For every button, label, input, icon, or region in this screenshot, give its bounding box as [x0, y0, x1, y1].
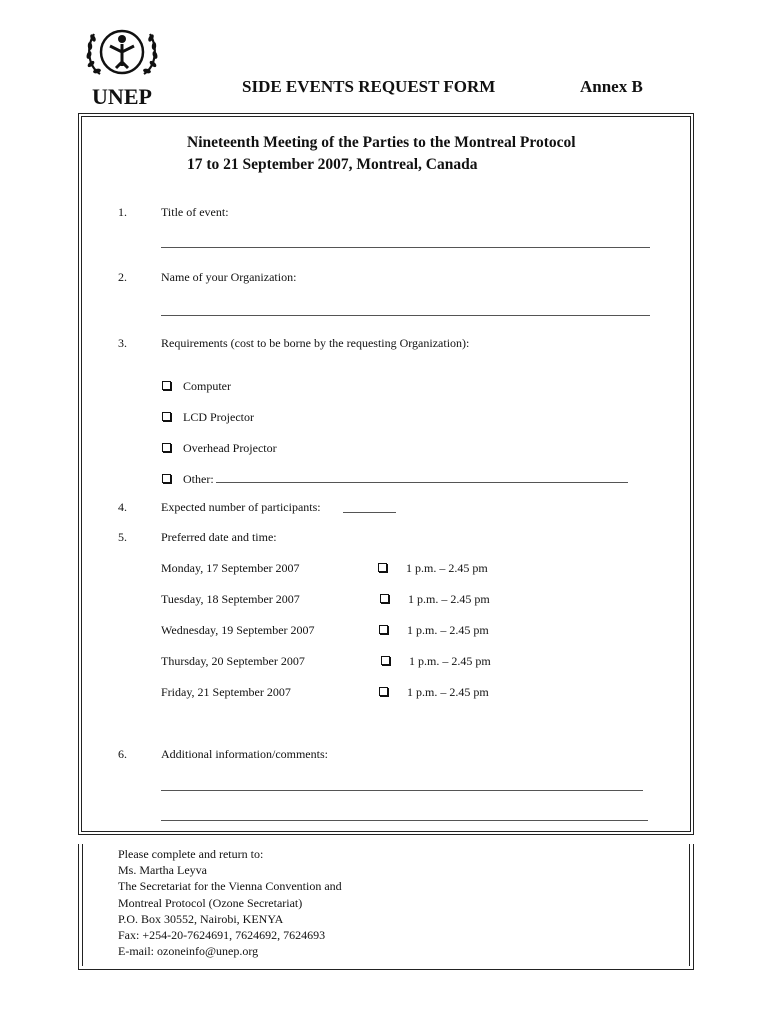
slot-day: Wednesday, 19 September 2007	[161, 623, 315, 637]
checkbox-icon[interactable]	[162, 474, 171, 483]
item-number-2: 2.	[118, 270, 127, 284]
additional-field-line-1[interactable]	[161, 790, 643, 791]
footer-line: Fax: +254-20-7624691, 7624692, 7624693	[118, 928, 326, 943]
footer-line: E-mail: ozoneinfo@unep.org	[118, 944, 259, 959]
slot-day: Tuesday, 18 September 2007	[161, 592, 300, 606]
organization-field[interactable]	[161, 315, 650, 316]
option-label: LCD Projector	[183, 410, 254, 424]
checkbox-icon[interactable]	[162, 381, 171, 390]
slot-checkbox-icon[interactable]	[380, 594, 389, 603]
requirement-computer[interactable]	[162, 377, 231, 395]
form-title: SIDE EVENTS REQUEST FORM	[242, 77, 496, 96]
annex-label: Annex B	[580, 77, 643, 96]
option-label: Other:	[183, 472, 214, 486]
slot-checkbox-icon[interactable]	[378, 563, 387, 572]
footer-line: Montreal Protocol (Ozone Secretariat)	[118, 895, 303, 910]
footer-line: The Secretariat for the Vienna Convention and	[118, 879, 342, 894]
unep-logo	[82, 22, 162, 112]
slot-time: 1 p.m. – 2.45 pm	[406, 561, 488, 575]
slot-checkbox-icon[interactable]	[379, 687, 388, 696]
footer-line: Ms. Martha Leyva	[118, 863, 207, 878]
checkbox-icon[interactable]	[162, 443, 171, 452]
slot-time: 1 p.m. – 2.45 pm	[407, 623, 489, 637]
title-event-label: Title of event:	[161, 205, 229, 219]
footer-line: P.O. Box 30552, Nairobi, KENYA	[118, 911, 284, 926]
item-number-5: 5.	[118, 530, 127, 544]
meeting-title: Nineteenth Meeting of the Parties to the Montreal Protocol	[187, 134, 576, 151]
additional-label: Additional information/comments:	[161, 747, 328, 761]
slot-day: Friday, 21 September 2007	[161, 685, 291, 699]
item-number-4: 4.	[118, 500, 127, 514]
requirement-lcd-projector[interactable]	[162, 408, 254, 426]
item-number-1: 1.	[118, 205, 127, 219]
title-event-field[interactable]	[161, 247, 650, 248]
meeting-dates: 17 to 21 September 2007, Montreal, Canada	[187, 156, 478, 173]
slot-time: 1 p.m. – 2.45 pm	[408, 592, 490, 606]
slot-checkbox-icon[interactable]	[379, 625, 388, 634]
slot-time: 1 p.m. – 2.45 pm	[407, 685, 489, 699]
requirement-overhead-projector[interactable]	[162, 439, 277, 457]
checkbox-icon[interactable]	[162, 412, 171, 421]
slot-time: 1 p.m. – 2.45 pm	[409, 654, 491, 668]
participants-field[interactable]	[343, 512, 396, 513]
logo-text: UNEP	[92, 84, 152, 109]
other-requirement-field[interactable]	[216, 482, 628, 483]
requirement-other[interactable]	[162, 470, 214, 488]
option-label: Computer	[183, 379, 231, 393]
meeting-heading	[187, 132, 576, 176]
unep-emblem-icon	[82, 22, 162, 84]
option-label: Overhead Projector	[183, 441, 277, 455]
date-time-label: Preferred date and time:	[161, 530, 277, 544]
requirements-label: Requirements (cost to be borne by the requesting Organization):	[161, 336, 470, 350]
additional-field-line-2[interactable]	[161, 820, 648, 821]
participants-label: Expected number of participants:	[161, 500, 321, 514]
item-number-3: 3.	[118, 336, 127, 350]
slot-day: Monday, 17 September 2007	[161, 561, 300, 575]
item-number-6: 6.	[118, 747, 127, 761]
slot-checkbox-icon[interactable]	[381, 656, 390, 665]
organization-label: Name of your Organization:	[161, 270, 297, 284]
footer-line: Please complete and return to:	[118, 847, 264, 861]
slot-day: Thursday, 20 September 2007	[161, 654, 305, 668]
return-address	[118, 846, 342, 959]
